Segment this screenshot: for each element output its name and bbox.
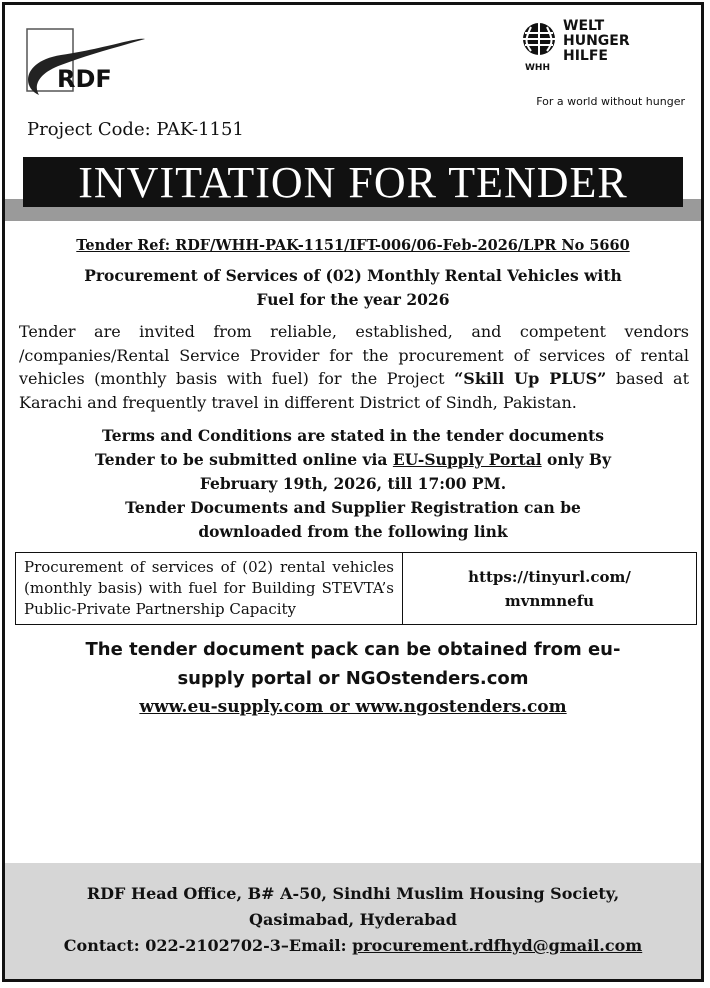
whh-abbreviation: WHH	[525, 63, 550, 73]
office-address-line2: Qasimabad, Hyderabad	[249, 910, 457, 929]
header	[5, 5, 701, 155]
title-banner	[5, 157, 701, 219]
tender-advertisement	[2, 2, 704, 982]
whh-name: WELT HUNGER HILFE	[563, 18, 630, 64]
page-title: INVITATION FOR TENDER	[78, 157, 628, 207]
rdf-logo	[17, 25, 147, 101]
rdf-logo-text: RDF	[57, 65, 112, 93]
tender-description: Tender are invited from reliable, established, and competent vendors /companies/Rental Service Provider for the procurement of services of rental vehicles (monthly basis with fuel) for the Project “Skill Up PLUS” based at Karachi and frequently travel in different District of Sindh, Pakistan.	[19, 322, 690, 412]
project-code: Project Code: PAK-1151	[27, 119, 244, 140]
tender-link-table	[15, 552, 697, 625]
whh-logo	[519, 19, 679, 79]
office-address-line1: RDF Head Office, B# A-50, Sindhi Muslim Housing Society,	[86, 884, 620, 903]
closing-note: The tender document pack can be obtained from eu- supply portal or NGOstenders.com	[85, 639, 621, 689]
whh-tagline: For a world without hunger	[536, 95, 685, 108]
deadline: February 19th, 2026, till 17:00 PM.	[199, 474, 507, 493]
globe-icon	[519, 19, 559, 59]
table-description-cell: Procurement of services of (02) rental vehicles (monthly basis) with fuel for Building STEVTA’s Public-Private Partnership Capacity	[16, 553, 403, 625]
website-links[interactable]: www.eu-supply.com or www.ngostenders.com	[139, 697, 567, 717]
contact-line: Contact: 022-2102702-3–Email: procurement.rdfhyd@gmail.com	[63, 936, 643, 955]
eu-supply-portal-link[interactable]: EU-Supply Portal	[392, 450, 542, 469]
tender-subject: Procurement of Services of (02) Monthly Rental Vehicles with Fuel for the year 2026	[84, 266, 622, 309]
tender-document-link[interactable]: https://tinyurl.com/ mvnmnefu	[403, 553, 697, 625]
project-name: “Skill Up PLUS”	[454, 369, 607, 388]
footer	[5, 863, 701, 979]
tender-reference: Tender Ref: RDF/WHH-PAK-1151/IFT-006/06-Feb-2026/LPR No 5660	[76, 237, 630, 254]
email-link[interactable]: procurement.rdfhyd@gmail.com	[352, 936, 643, 955]
terms-block: Terms and Conditions are stated in the tender documents Tender to be submitted online via EU-Supply Portal only By February 19th, 2026, till 17:00 PM. Tender Documents and Supplier Registration can be downloaded from the following link	[5, 424, 701, 544]
banner-black-bar	[23, 157, 683, 207]
table-row	[16, 553, 697, 625]
